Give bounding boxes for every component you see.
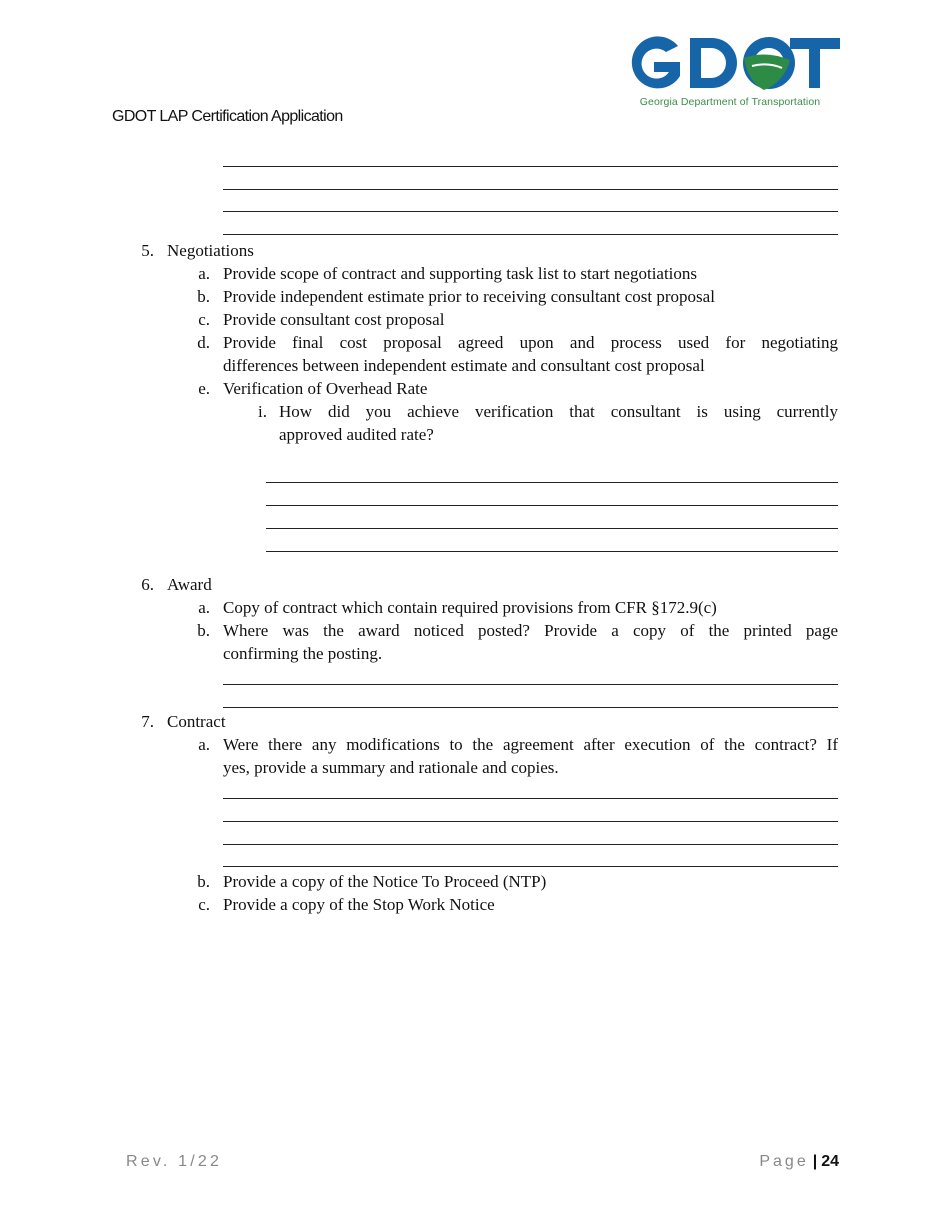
page-number: 24 (821, 1153, 839, 1170)
section-number: 7. (141, 712, 154, 731)
logo-caption: Georgia Department of Transportation (639, 96, 821, 108)
page-indicator (759, 1153, 839, 1171)
answer-line (223, 166, 838, 167)
section-number: 5. (141, 241, 154, 260)
answer-line (223, 211, 838, 212)
item-text: Provide independent estimate prior to receiving consultant cost proposal (223, 287, 715, 306)
answer-line (223, 821, 838, 822)
sub-item-text-line: How did you achieve verification that consultant is using currently (279, 402, 838, 421)
section-title: Award (167, 575, 212, 594)
item-text-line: Where was the award noticed posted? Provide a copy of the printed page (223, 621, 838, 640)
answer-line (223, 189, 838, 190)
item-label: e. (198, 379, 210, 398)
item-text-line: yes, provide a summary and rationale and copies. (223, 758, 559, 777)
item-text: Verification of Overhead Rate (223, 379, 428, 398)
answer-line (223, 707, 838, 708)
sub-item-text-line: approved audited rate? (279, 425, 434, 444)
item-text: Copy of contract which contain required provisions from CFR §172.9(c) (223, 598, 717, 617)
section-title: Negotiations (167, 241, 254, 260)
item-label: c. (198, 310, 210, 329)
item-label: a. (198, 264, 210, 283)
answer-line (266, 482, 838, 483)
item-label: b. (197, 872, 210, 891)
document-title: GDOT LAP Certification Application (112, 108, 343, 125)
item-label: b. (197, 621, 210, 640)
section-title: Contract (167, 712, 226, 731)
item-text: Provide a copy of the Notice To Proceed (NTP) (223, 872, 547, 891)
sub-item-label: i. (258, 402, 267, 421)
item-text-line: differences between independent estimate and consultant cost proposal (223, 356, 705, 375)
answer-line (266, 551, 838, 552)
page-separator: | (812, 1153, 818, 1170)
item-text-line: Were there any modifications to the agreement after execution of the contract? If (223, 735, 838, 754)
answer-line (223, 234, 838, 235)
item-label: d. (197, 333, 210, 352)
answer-line (266, 505, 838, 506)
answer-line (223, 844, 838, 845)
item-text-line: Provide final cost proposal agreed upon and process used for negotiating (223, 333, 838, 352)
page-word: Page (759, 1153, 809, 1170)
gdot-logo-mark (620, 32, 840, 94)
item-label: a. (198, 598, 210, 617)
answer-line (223, 798, 838, 799)
answer-line (223, 684, 838, 685)
item-text: Provide scope of contract and supporting task list to start negotiations (223, 264, 698, 283)
item-label: a. (198, 735, 210, 754)
item-text: Provide a copy of the Stop Work Notice (223, 895, 495, 914)
revision-label: Rev. 1/22 (126, 1153, 223, 1170)
section-number: 6. (141, 575, 154, 594)
gdot-logo (620, 32, 840, 110)
item-text-line: confirming the posting. (223, 644, 383, 663)
item-label: b. (197, 287, 210, 306)
item-label: c. (198, 895, 210, 914)
item-text: Provide consultant cost proposal (223, 310, 445, 329)
answer-line (266, 528, 838, 529)
answer-line (223, 866, 838, 867)
